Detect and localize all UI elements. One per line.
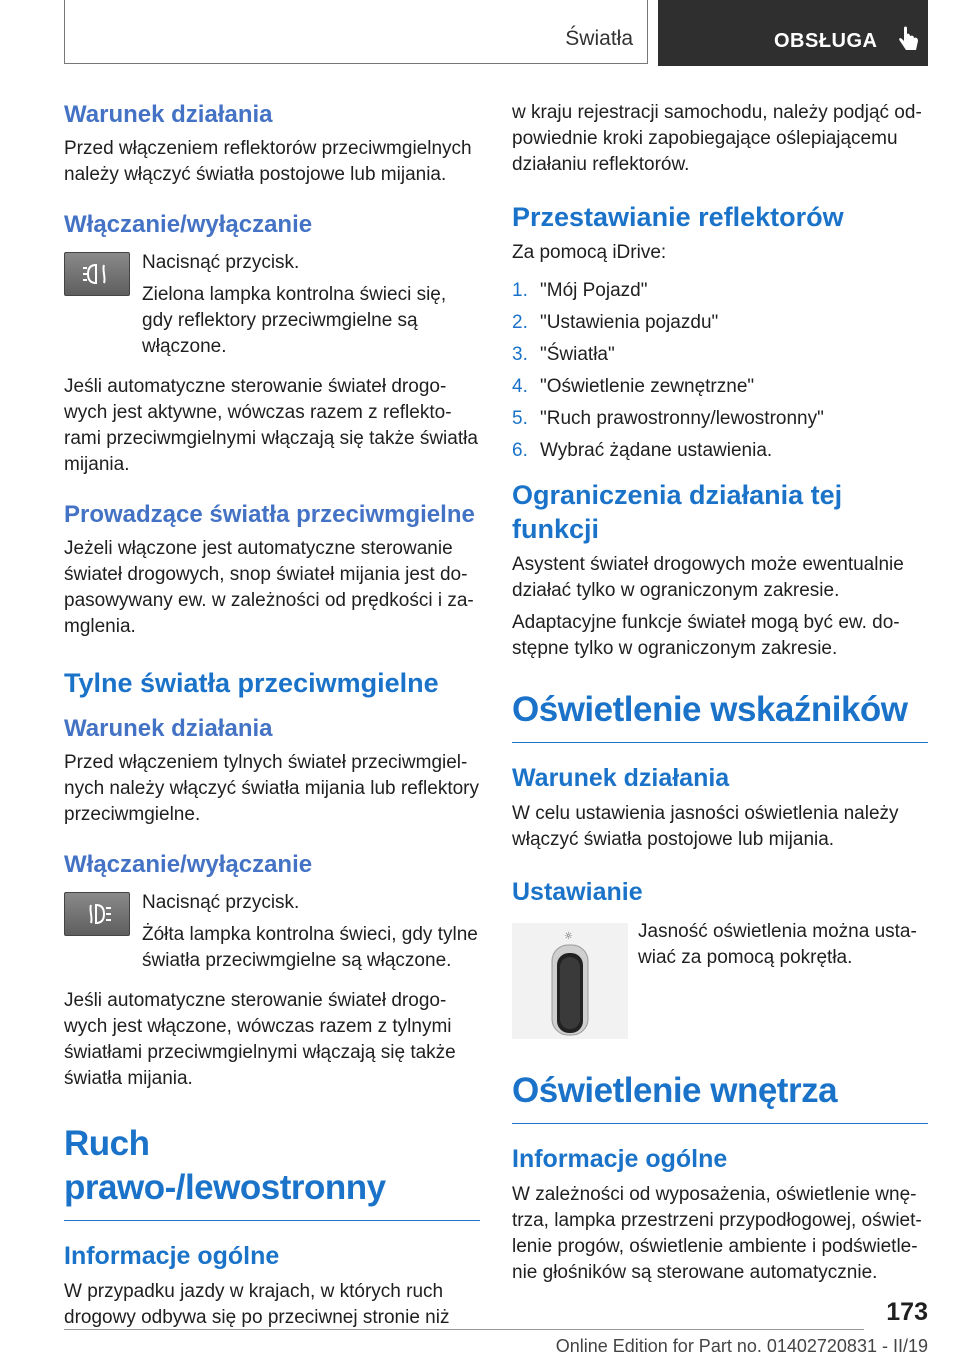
header-chapter-title: OBSŁUGA — [774, 30, 878, 52]
step-item — [512, 310, 928, 336]
rear-fog-indicator-text: Żółta lampka kontrolna świeci, gdy tylne światła przeciwmgielne są włączone. — [142, 924, 478, 971]
header-section-title: Światła — [565, 27, 633, 50]
heading-rear-fog-condition: Warunek działania — [64, 715, 273, 742]
step-number: 4. — [512, 376, 528, 397]
paragraph-instrument-condition: W celu ustawienia jasności oświetlenia należy włączyć światła postojowe lub mijania. — [512, 803, 899, 850]
step-item — [512, 374, 928, 400]
paragraph-traffic-cont: w kraju rejestracji samochodu, należy podjąć odpowiednie kroki zapobiegające oślepiającemu działaniu reflektorów. — [512, 102, 922, 175]
step-number: 3. — [512, 344, 528, 365]
paragraph-rear-fog-condition: Przed włączeniem tylnych świateł przeciwmgielnych należy włączyć światła mijania lub reflektory przeciwmgielne. — [64, 752, 479, 825]
heading-interior-lighting: Oświetlenie wnętrza — [512, 1069, 928, 1124]
paragraph-limitations-2: Adaptacyjne funkcje świateł mogą być ew. dostępne tylko w ograniczonym zakresie. — [512, 612, 900, 659]
heading-instrument-condition: Warunek działania — [512, 764, 730, 792]
svg-text:☼: ☼ — [564, 931, 573, 942]
heading-limitations: Ograniczenia działania tej funkcji — [512, 480, 843, 544]
step-item — [512, 438, 928, 464]
step-text: "Oświetlenie zewnętrzne" — [540, 376, 755, 397]
steps-list — [512, 278, 928, 464]
right-column — [512, 100, 928, 1286]
heading-traffic-general: Informacje ogólne — [64, 1242, 280, 1270]
paragraph-rear-fog-auto: Jeśli automatyczne sterowanie świateł drogowych jest włączone, wówczas razem z tylnymi światłami przeciwmgielnymi włączają się także światła mijania. — [64, 990, 456, 1089]
step-text: "Światła" — [540, 344, 615, 365]
heading-rear-fog-onoff: Włączanie/wyłączanie — [64, 851, 313, 878]
front-fog-button-row — [64, 250, 480, 360]
step-item — [512, 342, 928, 368]
page-header — [64, 0, 928, 66]
dimmer-knob-image — [512, 923, 628, 1039]
step-number: 2. — [512, 312, 528, 333]
step-text: Wybrać żądane ustawienia. — [540, 440, 773, 461]
step-number: 6. — [512, 440, 528, 461]
front-fog-light-icon — [64, 252, 130, 296]
step-item — [512, 278, 928, 304]
footer-edition: Online Edition for Part no. 01402720831 - II/19 — [555, 1336, 928, 1356]
paragraph-fog-auto: Jeśli automatyczne sterowanie świateł drogowych jest aktywne, wówczas razem z reflektorami przeciwmgielnymi włączają się także światła mijania. — [64, 376, 478, 475]
front-fog-press-text: Nacisnąć przycisk. — [142, 252, 300, 273]
header-section-box — [64, 0, 648, 64]
heading-fog-onoff: Włączanie/wyłączanie — [64, 211, 313, 238]
heading-fog-condition: Warunek działania — [64, 101, 273, 128]
heading-adjusting: Ustawianie — [512, 878, 643, 906]
rear-fog-button-text — [142, 890, 480, 974]
paragraph-traffic-general: W przypadku jazdy w krajach, w których ruch drogowy odbywa się po przeciwnej stronie niż — [64, 1281, 450, 1328]
step-text: "Mój Pojazd" — [540, 280, 648, 301]
heading-headlight-adjust: Przestawianie reflektorów — [512, 202, 844, 232]
paragraph-interior-general: W zależności od wyposażenia, oświetlenie wnętrza, lampka przestrzeni przypodłogowej, oświetlenie progów, oświetlenie ambiente i podświetlenie głośników są sterowane automatycznie. — [512, 1184, 922, 1283]
rear-fog-button-row — [64, 890, 480, 974]
rear-fog-light-icon — [64, 892, 130, 936]
front-fog-indicator-text: Zielona lampka kontrolna świeci się, gdy reflektory przeciwmgielne są włączone. — [142, 284, 447, 357]
knob-row — [512, 919, 928, 1039]
heading-guiding-fog: Prowadzące światła przeciwmgielne — [64, 501, 475, 528]
paragraph-guiding-fog: Jeżeli włączone jest automatyczne sterowanie świateł drogowych, snop świateł mijania jest dopasowywany ew. w zależności od prędkości i zamglenia. — [64, 538, 474, 637]
step-text: "Ruch prawostronny/lewostronny" — [540, 408, 824, 429]
paragraph-fog-condition: Przed włączeniem reflektorów przeciwmgielnych należy włączyć światła postojowe lub mijania. — [64, 138, 472, 185]
heading-traffic-side: Ruch prawo-/lewostronny — [64, 1122, 480, 1221]
step-number: 5. — [512, 408, 528, 429]
page-number: 173 — [886, 1298, 928, 1326]
paragraph-adjusting: Jasność oświetlenia można ustawiać za pomocą pokrętła. — [638, 921, 917, 968]
paragraph-idrive: Za pomocą iDrive: — [512, 242, 667, 263]
pointing-hand-icon — [898, 26, 920, 54]
paragraph-limitations-1: Asystent świateł drogowych może ewentualnie działać tylko w ograniczonym zakresie. — [512, 554, 904, 601]
step-item — [512, 406, 928, 432]
heading-instrument-lighting: Oświetlenie wskaźników — [512, 688, 928, 743]
footer-divider — [64, 1329, 864, 1330]
heading-interior-general: Informacje ogólne — [512, 1145, 728, 1173]
rear-fog-press-text: Nacisnąć przycisk. — [142, 892, 300, 913]
step-number: 1. — [512, 280, 528, 301]
heading-rear-fog: Tylne światła przeciwmgielne — [64, 668, 439, 698]
header-chapter-box — [658, 0, 928, 66]
step-text: "Ustawienia pojazdu" — [540, 312, 719, 333]
left-column — [64, 100, 480, 1331]
front-fog-button-text — [142, 250, 480, 360]
